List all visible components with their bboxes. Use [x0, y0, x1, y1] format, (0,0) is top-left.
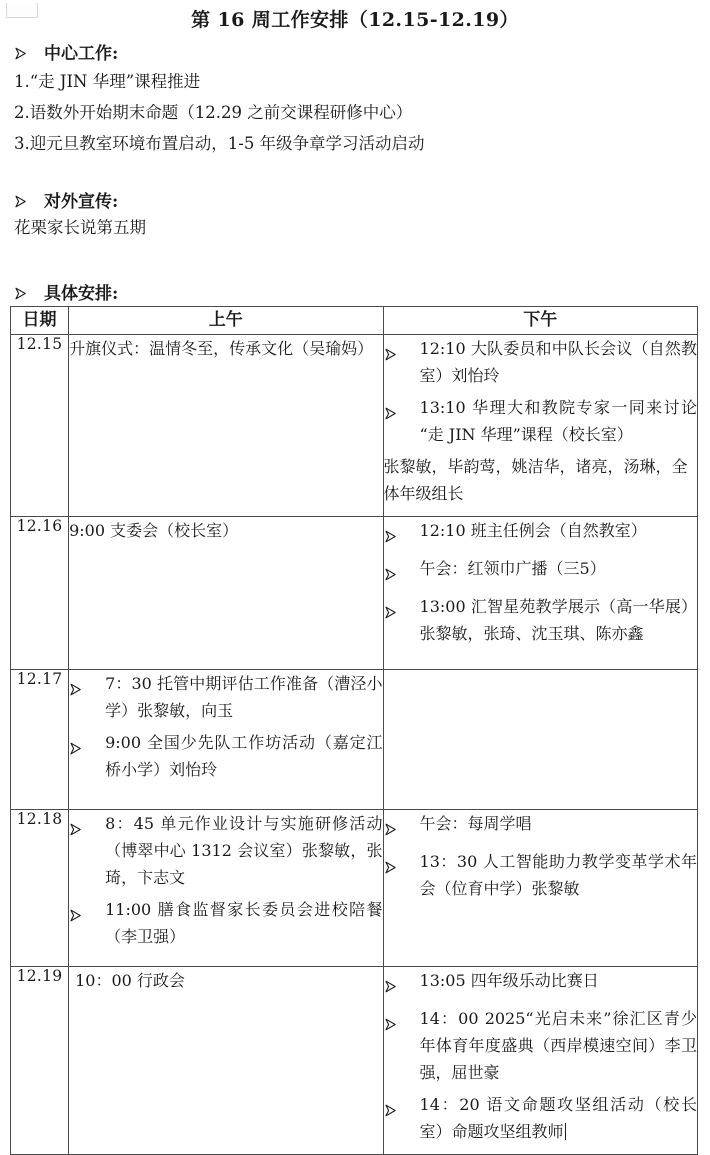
list-item	[384, 593, 697, 647]
list-item-text: 午会：红领巾广播（三5）	[419, 559, 606, 578]
arrow-bullet-icon	[384, 394, 420, 427]
section-heading-label: 具体安排:	[44, 284, 119, 304]
list-item	[384, 517, 697, 550]
cell-date: 12.18	[11, 810, 69, 967]
scan-artifact	[6, 3, 38, 18]
list-item-text: 午会：每周学唱	[419, 814, 532, 833]
arrow-bullet-icon	[384, 335, 420, 368]
cell-date: 12.19	[11, 967, 69, 1155]
page-title: 第 16 周工作安排（12.15-12.19）	[191, 9, 519, 31]
list-item	[69, 896, 382, 950]
central-work-item-1: 1.“走 JIN 华理”课程推进	[14, 72, 201, 91]
cell-text: 9:00 支委会（校长室）	[69, 521, 239, 540]
cell-date: 12.17	[11, 670, 69, 810]
list-item	[69, 670, 382, 724]
section-heading-label: 中心工作:	[44, 44, 119, 64]
table-row	[11, 517, 698, 670]
section-spacer	[0, 241, 710, 263]
cell-date: 12.16	[11, 517, 69, 670]
table-header-row	[11, 307, 698, 335]
list-item-text: 12:10 班主任例会（自然教室）	[419, 521, 647, 540]
central-work-item-2: 2.语数外开始期末命题（12.29 之前交课程研修中心）	[14, 103, 413, 122]
list-item	[69, 810, 382, 891]
schedule-table-wrapper	[0, 306, 710, 1155]
text-cursor	[565, 1123, 566, 1140]
document-page	[0, 7, 710, 1150]
list-item	[384, 848, 697, 902]
list-item-text: 14：00 2025“光启未来”徐汇区青少年体育年度盛典（西岸模速空间）李卫强，屈世豪	[419, 1009, 697, 1082]
cell-text: 升旗仪式：温情冬至，传承文化（吴瑜妈）	[69, 339, 374, 358]
arrow-bullet-icon	[384, 593, 420, 626]
section-heading-detailed-schedule	[0, 282, 710, 306]
column-header-date: 日期	[11, 307, 69, 335]
table-row	[11, 670, 698, 810]
arrow-bullet-icon	[384, 848, 420, 881]
section-spacer	[0, 263, 710, 273]
cell-date: 12.15	[11, 335, 69, 517]
list-item	[384, 555, 697, 588]
section-heading-publicity	[0, 190, 710, 214]
section-heading-label: 对外宣传:	[44, 192, 119, 212]
section-spacer	[0, 159, 710, 181]
list-item	[384, 1005, 697, 1086]
list-item	[384, 394, 697, 448]
list-item-text: 7：30 托管中期评估工作准备（漕泾小学）张黎敏，向玉	[105, 674, 383, 720]
cell-afternoon	[383, 670, 697, 810]
arrow-bullet-icon	[384, 1005, 420, 1038]
arrow-bullet-icon	[69, 729, 105, 762]
list-item	[69, 729, 382, 783]
cell-attendees: 张黎敏，毕韵莺，姚洁华，诸亮，汤琳，全体年级组长	[383, 457, 688, 503]
list-item-text: 9:00 全国少先队工作坊活动（嘉定江桥小学）刘怡玲	[105, 733, 383, 779]
list-item-text: 13：30 人工智能助力教学变革学术年会（位育中学）张黎敏	[419, 852, 697, 898]
cell-afternoon	[383, 810, 697, 967]
list-item-text: 8：45 单元作业设计与实施研修活动（博翠中心 1312 会议室）张黎敏，张琦，卞志文	[105, 814, 383, 887]
list-item	[384, 335, 697, 389]
list-item-text: 12:10 大队委员和中队长会议（自然教室）刘怡玲	[419, 339, 697, 385]
cell-morning	[69, 335, 383, 517]
arrow-bullet-icon	[69, 896, 105, 929]
list-item	[384, 1091, 697, 1145]
schedule-table-body	[11, 335, 698, 1155]
cell-morning	[69, 517, 383, 670]
column-header-afternoon: 下午	[383, 307, 697, 335]
table-row	[11, 335, 698, 517]
list-item-text: 11:00 膳食监督家长委员会进校陪餐（李卫强）	[105, 900, 383, 946]
list-item	[384, 810, 697, 843]
arrow-bullet-icon	[69, 670, 105, 703]
publicity-item-1: 花栗家长说第五期	[14, 218, 146, 237]
arrow-bullet-icon	[384, 555, 420, 588]
arrow-bullet-icon	[384, 517, 420, 550]
cell-text: 10：00 行政会	[75, 971, 185, 990]
cell-afternoon	[383, 967, 697, 1155]
section-heading-central-work	[0, 42, 710, 66]
arrow-bullet-icon	[14, 190, 44, 214]
schedule-table	[10, 306, 698, 1155]
list-item-text: 13:00 汇智星苑教学展示（高一华展）张黎敏，张琦、沈玉琪、陈亦鑫	[419, 597, 697, 643]
list-item-text: 13:05 四年级乐动比赛日	[419, 971, 599, 990]
column-header-morning: 上午	[69, 307, 383, 335]
cell-afternoon	[383, 517, 697, 670]
cell-afternoon	[383, 335, 697, 517]
central-work-item-3: 3.迎元旦教室环境布置启动，1-5 年级争章学习活动启动	[14, 134, 425, 153]
list-item-text-with-caret	[420, 1091, 697, 1145]
arrow-bullet-icon	[14, 282, 44, 306]
list-item-text: 13:10 华理大和教院专家一同来讨论“走 JIN 华理”课程（校长室）	[419, 398, 697, 444]
arrow-bullet-icon	[384, 967, 420, 1000]
arrow-bullet-icon	[14, 42, 44, 66]
list-item	[384, 967, 697, 1000]
arrow-bullet-icon	[69, 810, 105, 843]
arrow-bullet-icon	[384, 1091, 420, 1124]
table-row	[11, 810, 698, 967]
cell-morning	[69, 810, 383, 967]
cell-morning	[69, 670, 383, 810]
table-row	[11, 967, 698, 1155]
cell-morning	[69, 967, 383, 1155]
arrow-bullet-icon	[384, 810, 420, 843]
list-item-text: 14：20 语文命题攻坚组活动（校长室）命题攻坚组教师	[419, 1095, 697, 1141]
